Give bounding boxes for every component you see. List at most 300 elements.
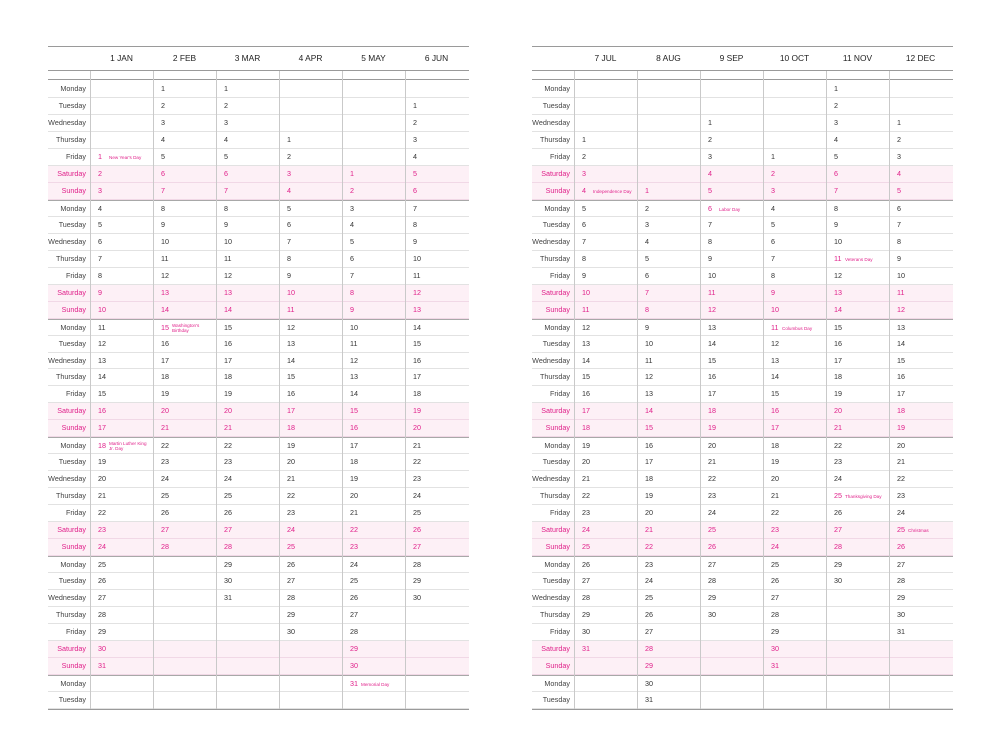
day-cell[interactable]	[574, 132, 637, 148]
day-cell[interactable]	[637, 641, 700, 657]
day-cell[interactable]	[763, 557, 826, 573]
day-cell[interactable]	[763, 522, 826, 538]
day-cell[interactable]	[574, 692, 637, 708]
day-cell[interactable]	[700, 115, 763, 131]
day-cell[interactable]	[342, 471, 405, 487]
day-cell[interactable]	[889, 98, 952, 114]
day-cell[interactable]	[405, 320, 468, 336]
day-cell[interactable]	[700, 353, 763, 369]
day-cell[interactable]	[700, 149, 763, 165]
day-cell[interactable]	[342, 132, 405, 148]
day-cell[interactable]	[90, 420, 153, 436]
day-cell[interactable]	[637, 454, 700, 470]
day-cell[interactable]	[637, 369, 700, 385]
day-cell[interactable]	[826, 590, 889, 606]
day-cell[interactable]	[637, 353, 700, 369]
day-cell[interactable]	[90, 403, 153, 419]
day-cell[interactable]	[405, 336, 468, 352]
day-cell[interactable]	[342, 166, 405, 182]
day-cell[interactable]	[826, 438, 889, 454]
day-cell[interactable]	[90, 217, 153, 233]
day-cell[interactable]	[637, 539, 700, 555]
day-cell[interactable]	[700, 234, 763, 250]
day-cell[interactable]	[90, 183, 153, 199]
day-cell[interactable]	[637, 285, 700, 301]
day-cell[interactable]	[763, 386, 826, 402]
day-cell[interactable]	[405, 573, 468, 589]
day-cell[interactable]	[342, 557, 405, 573]
day-cell[interactable]	[279, 573, 342, 589]
day-cell[interactable]	[342, 268, 405, 284]
day-cell[interactable]	[826, 320, 889, 336]
day-cell[interactable]	[574, 201, 637, 217]
day-cell[interactable]	[153, 607, 216, 623]
day-cell[interactable]	[90, 607, 153, 623]
day-cell[interactable]	[700, 438, 763, 454]
day-cell[interactable]	[153, 692, 216, 708]
day-cell[interactable]	[342, 302, 405, 318]
day-cell[interactable]	[279, 302, 342, 318]
day-cell[interactable]	[279, 658, 342, 674]
day-cell[interactable]	[405, 268, 468, 284]
day-cell[interactable]	[763, 590, 826, 606]
day-cell[interactable]	[700, 386, 763, 402]
day-cell[interactable]	[342, 539, 405, 555]
day-cell[interactable]	[826, 353, 889, 369]
day-cell[interactable]	[826, 98, 889, 114]
day-cell[interactable]	[342, 692, 405, 708]
day-cell[interactable]	[889, 251, 952, 267]
day-cell[interactable]	[279, 676, 342, 692]
day-cell[interactable]	[826, 641, 889, 657]
day-cell[interactable]	[637, 438, 700, 454]
day-cell[interactable]	[637, 166, 700, 182]
day-cell[interactable]	[153, 573, 216, 589]
day-cell[interactable]	[889, 201, 952, 217]
day-cell[interactable]	[405, 285, 468, 301]
day-cell[interactable]	[90, 81, 153, 97]
day-cell[interactable]	[279, 251, 342, 267]
day-cell[interactable]	[153, 590, 216, 606]
day-cell[interactable]	[700, 166, 763, 182]
day-cell[interactable]	[279, 590, 342, 606]
day-cell[interactable]	[216, 369, 279, 385]
day-cell[interactable]	[826, 522, 889, 538]
day-cell[interactable]	[216, 590, 279, 606]
day-cell[interactable]	[279, 285, 342, 301]
day-cell[interactable]	[405, 488, 468, 504]
day-cell[interactable]	[216, 624, 279, 640]
day-cell[interactable]	[763, 539, 826, 555]
day-cell[interactable]	[700, 336, 763, 352]
day-cell[interactable]	[826, 285, 889, 301]
day-cell[interactable]	[826, 369, 889, 385]
day-cell[interactable]	[405, 98, 468, 114]
day-cell[interactable]	[405, 81, 468, 97]
day-cell[interactable]	[637, 624, 700, 640]
day-cell[interactable]	[574, 420, 637, 436]
day-cell[interactable]	[405, 132, 468, 148]
day-cell[interactable]	[637, 183, 700, 199]
day-cell[interactable]	[637, 590, 700, 606]
day-cell[interactable]	[90, 285, 153, 301]
day-cell[interactable]	[279, 217, 342, 233]
day-cell[interactable]	[763, 692, 826, 708]
day-cell[interactable]	[700, 132, 763, 148]
day-cell[interactable]	[574, 336, 637, 352]
day-cell[interactable]	[889, 488, 952, 504]
day-cell[interactable]	[637, 302, 700, 318]
day-cell[interactable]	[826, 658, 889, 674]
day-cell[interactable]	[279, 353, 342, 369]
day-cell[interactable]	[405, 115, 468, 131]
day-cell[interactable]	[700, 403, 763, 419]
day-cell[interactable]	[574, 302, 637, 318]
day-cell[interactable]	[216, 217, 279, 233]
day-cell[interactable]	[763, 268, 826, 284]
day-cell[interactable]	[405, 369, 468, 385]
day-cell[interactable]	[889, 420, 952, 436]
day-cell[interactable]	[405, 505, 468, 521]
day-cell[interactable]	[826, 471, 889, 487]
day-cell[interactable]	[700, 573, 763, 589]
day-cell[interactable]	[405, 149, 468, 165]
day-cell[interactable]	[700, 302, 763, 318]
day-cell[interactable]	[405, 251, 468, 267]
day-cell[interactable]	[216, 557, 279, 573]
day-cell[interactable]	[889, 336, 952, 352]
day-cell[interactable]	[216, 98, 279, 114]
day-cell[interactable]	[342, 115, 405, 131]
day-cell[interactable]	[90, 336, 153, 352]
day-cell[interactable]	[153, 420, 216, 436]
day-cell[interactable]	[405, 353, 468, 369]
day-cell[interactable]	[342, 183, 405, 199]
day-cell[interactable]	[279, 454, 342, 470]
day-cell[interactable]	[216, 353, 279, 369]
day-cell[interactable]	[889, 607, 952, 623]
day-cell[interactable]	[637, 320, 700, 336]
day-cell[interactable]	[279, 320, 342, 336]
day-cell[interactable]	[763, 183, 826, 199]
day-cell[interactable]	[405, 166, 468, 182]
day-cell[interactable]	[700, 676, 763, 692]
day-cell[interactable]	[889, 81, 952, 97]
day-cell[interactable]	[90, 590, 153, 606]
day-cell[interactable]	[216, 285, 279, 301]
day-cell[interactable]	[342, 438, 405, 454]
day-cell[interactable]	[826, 166, 889, 182]
day-cell[interactable]	[637, 658, 700, 674]
day-cell[interactable]	[405, 234, 468, 250]
day-cell[interactable]	[90, 369, 153, 385]
day-cell[interactable]	[405, 590, 468, 606]
day-cell[interactable]	[405, 658, 468, 674]
day-cell[interactable]	[216, 166, 279, 182]
day-cell[interactable]	[342, 353, 405, 369]
day-cell[interactable]	[700, 471, 763, 487]
day-cell[interactable]	[405, 454, 468, 470]
day-cell[interactable]	[342, 98, 405, 114]
day-cell[interactable]	[637, 522, 700, 538]
day-cell[interactable]	[153, 268, 216, 284]
day-cell[interactable]	[405, 557, 468, 573]
day-cell[interactable]	[637, 692, 700, 708]
day-cell[interactable]	[279, 369, 342, 385]
day-cell[interactable]	[90, 539, 153, 555]
day-cell[interactable]	[90, 353, 153, 369]
day-cell[interactable]	[763, 201, 826, 217]
day-cell[interactable]	[342, 590, 405, 606]
day-cell[interactable]	[90, 505, 153, 521]
day-cell[interactable]	[574, 488, 637, 504]
day-cell[interactable]	[763, 676, 826, 692]
day-cell[interactable]	[826, 420, 889, 436]
day-cell[interactable]	[574, 149, 637, 165]
day-cell[interactable]	[826, 336, 889, 352]
day-cell[interactable]	[153, 217, 216, 233]
day-cell[interactable]	[90, 624, 153, 640]
day-cell[interactable]	[90, 166, 153, 182]
day-cell[interactable]	[90, 676, 153, 692]
day-cell[interactable]	[826, 676, 889, 692]
day-cell[interactable]	[153, 81, 216, 97]
day-cell[interactable]	[279, 81, 342, 97]
day-cell[interactable]	[153, 302, 216, 318]
day-cell[interactable]	[216, 454, 279, 470]
day-cell[interactable]	[90, 454, 153, 470]
day-cell[interactable]	[763, 217, 826, 233]
day-cell[interactable]	[153, 641, 216, 657]
day-cell[interactable]	[90, 234, 153, 250]
day-cell[interactable]	[216, 641, 279, 657]
day-cell[interactable]	[153, 522, 216, 538]
day-cell[interactable]	[889, 353, 952, 369]
day-cell[interactable]	[216, 403, 279, 419]
day-cell[interactable]	[153, 471, 216, 487]
day-cell[interactable]	[279, 183, 342, 199]
day-cell[interactable]	[279, 234, 342, 250]
day-cell[interactable]	[700, 624, 763, 640]
day-cell[interactable]	[700, 454, 763, 470]
day-cell[interactable]	[216, 471, 279, 487]
day-cell[interactable]	[153, 285, 216, 301]
day-cell[interactable]	[574, 454, 637, 470]
day-cell[interactable]	[574, 607, 637, 623]
day-cell[interactable]	[153, 336, 216, 352]
day-cell[interactable]	[637, 268, 700, 284]
day-cell[interactable]	[90, 641, 153, 657]
day-cell[interactable]	[405, 471, 468, 487]
day-cell[interactable]	[279, 522, 342, 538]
day-cell[interactable]	[637, 471, 700, 487]
day-cell[interactable]	[637, 505, 700, 521]
day-cell[interactable]	[574, 557, 637, 573]
day-cell[interactable]	[826, 454, 889, 470]
day-cell[interactable]	[889, 268, 952, 284]
day-cell[interactable]	[153, 166, 216, 182]
day-cell[interactable]	[826, 268, 889, 284]
day-cell[interactable]	[763, 251, 826, 267]
day-cell[interactable]	[763, 471, 826, 487]
day-cell[interactable]	[574, 183, 637, 199]
day-cell[interactable]	[279, 607, 342, 623]
day-cell[interactable]	[342, 641, 405, 657]
day-cell[interactable]	[279, 386, 342, 402]
day-cell[interactable]	[826, 115, 889, 131]
day-cell[interactable]	[826, 539, 889, 555]
day-cell[interactable]	[889, 217, 952, 233]
day-cell[interactable]	[700, 607, 763, 623]
day-cell[interactable]	[637, 557, 700, 573]
day-cell[interactable]	[216, 692, 279, 708]
day-cell[interactable]	[153, 234, 216, 250]
day-cell[interactable]	[889, 132, 952, 148]
day-cell[interactable]	[90, 320, 153, 336]
day-cell[interactable]	[216, 149, 279, 165]
day-cell[interactable]	[153, 454, 216, 470]
day-cell[interactable]	[574, 573, 637, 589]
day-cell[interactable]	[153, 149, 216, 165]
day-cell[interactable]	[342, 522, 405, 538]
day-cell[interactable]	[889, 557, 952, 573]
day-cell[interactable]	[889, 505, 952, 521]
day-cell[interactable]	[405, 201, 468, 217]
day-cell[interactable]	[700, 369, 763, 385]
day-cell[interactable]	[153, 201, 216, 217]
day-cell[interactable]	[889, 386, 952, 402]
day-cell[interactable]	[700, 268, 763, 284]
day-cell[interactable]	[889, 471, 952, 487]
day-cell[interactable]	[90, 692, 153, 708]
day-cell[interactable]	[763, 115, 826, 131]
day-cell[interactable]	[279, 166, 342, 182]
day-cell[interactable]	[700, 658, 763, 674]
day-cell[interactable]	[90, 658, 153, 674]
day-cell[interactable]	[763, 234, 826, 250]
day-cell[interactable]	[889, 624, 952, 640]
day-cell[interactable]	[405, 438, 468, 454]
day-cell[interactable]	[763, 488, 826, 504]
day-cell[interactable]	[700, 539, 763, 555]
day-cell[interactable]	[216, 302, 279, 318]
day-cell[interactable]	[889, 285, 952, 301]
day-cell[interactable]	[826, 403, 889, 419]
day-cell[interactable]	[574, 590, 637, 606]
day-cell[interactable]	[763, 320, 826, 336]
day-cell[interactable]	[216, 183, 279, 199]
day-cell[interactable]	[763, 132, 826, 148]
day-cell[interactable]	[216, 386, 279, 402]
day-cell[interactable]	[700, 320, 763, 336]
day-cell[interactable]	[889, 454, 952, 470]
day-cell[interactable]	[153, 386, 216, 402]
day-cell[interactable]	[826, 132, 889, 148]
day-cell[interactable]	[279, 115, 342, 131]
day-cell[interactable]	[574, 98, 637, 114]
day-cell[interactable]	[700, 641, 763, 657]
day-cell[interactable]	[700, 692, 763, 708]
day-cell[interactable]	[216, 132, 279, 148]
day-cell[interactable]	[342, 81, 405, 97]
day-cell[interactable]	[342, 488, 405, 504]
day-cell[interactable]	[637, 607, 700, 623]
day-cell[interactable]	[574, 353, 637, 369]
day-cell[interactable]	[216, 268, 279, 284]
day-cell[interactable]	[279, 132, 342, 148]
day-cell[interactable]	[763, 505, 826, 521]
day-cell[interactable]	[405, 403, 468, 419]
day-cell[interactable]	[342, 251, 405, 267]
day-cell[interactable]	[279, 201, 342, 217]
day-cell[interactable]	[405, 522, 468, 538]
day-cell[interactable]	[342, 217, 405, 233]
day-cell[interactable]	[889, 658, 952, 674]
day-cell[interactable]	[342, 369, 405, 385]
day-cell[interactable]	[574, 320, 637, 336]
day-cell[interactable]	[90, 302, 153, 318]
day-cell[interactable]	[153, 183, 216, 199]
day-cell[interactable]	[279, 420, 342, 436]
day-cell[interactable]	[889, 320, 952, 336]
day-cell[interactable]	[405, 386, 468, 402]
day-cell[interactable]	[216, 607, 279, 623]
day-cell[interactable]	[216, 539, 279, 555]
day-cell[interactable]	[700, 81, 763, 97]
day-cell[interactable]	[216, 505, 279, 521]
day-cell[interactable]	[279, 641, 342, 657]
day-cell[interactable]	[826, 557, 889, 573]
day-cell[interactable]	[342, 234, 405, 250]
day-cell[interactable]	[889, 403, 952, 419]
day-cell[interactable]	[342, 505, 405, 521]
day-cell[interactable]	[889, 183, 952, 199]
day-cell[interactable]	[637, 403, 700, 419]
day-cell[interactable]	[763, 81, 826, 97]
day-cell[interactable]	[342, 454, 405, 470]
day-cell[interactable]	[279, 488, 342, 504]
day-cell[interactable]	[637, 234, 700, 250]
day-cell[interactable]	[405, 607, 468, 623]
day-cell[interactable]	[637, 676, 700, 692]
day-cell[interactable]	[574, 166, 637, 182]
day-cell[interactable]	[574, 471, 637, 487]
day-cell[interactable]	[574, 438, 637, 454]
day-cell[interactable]	[216, 201, 279, 217]
day-cell[interactable]	[90, 386, 153, 402]
day-cell[interactable]	[216, 251, 279, 267]
day-cell[interactable]	[153, 658, 216, 674]
day-cell[interactable]	[342, 403, 405, 419]
day-cell[interactable]	[637, 573, 700, 589]
day-cell[interactable]	[342, 285, 405, 301]
day-cell[interactable]	[90, 251, 153, 267]
day-cell[interactable]	[90, 115, 153, 131]
day-cell[interactable]	[889, 676, 952, 692]
day-cell[interactable]	[763, 285, 826, 301]
day-cell[interactable]	[279, 624, 342, 640]
day-cell[interactable]	[574, 505, 637, 521]
day-cell[interactable]	[405, 539, 468, 555]
day-cell[interactable]	[153, 369, 216, 385]
day-cell[interactable]	[279, 98, 342, 114]
day-cell[interactable]	[405, 676, 468, 692]
day-cell[interactable]	[826, 217, 889, 233]
day-cell[interactable]	[637, 217, 700, 233]
day-cell[interactable]	[90, 438, 153, 454]
day-cell[interactable]	[574, 403, 637, 419]
day-cell[interactable]	[279, 692, 342, 708]
